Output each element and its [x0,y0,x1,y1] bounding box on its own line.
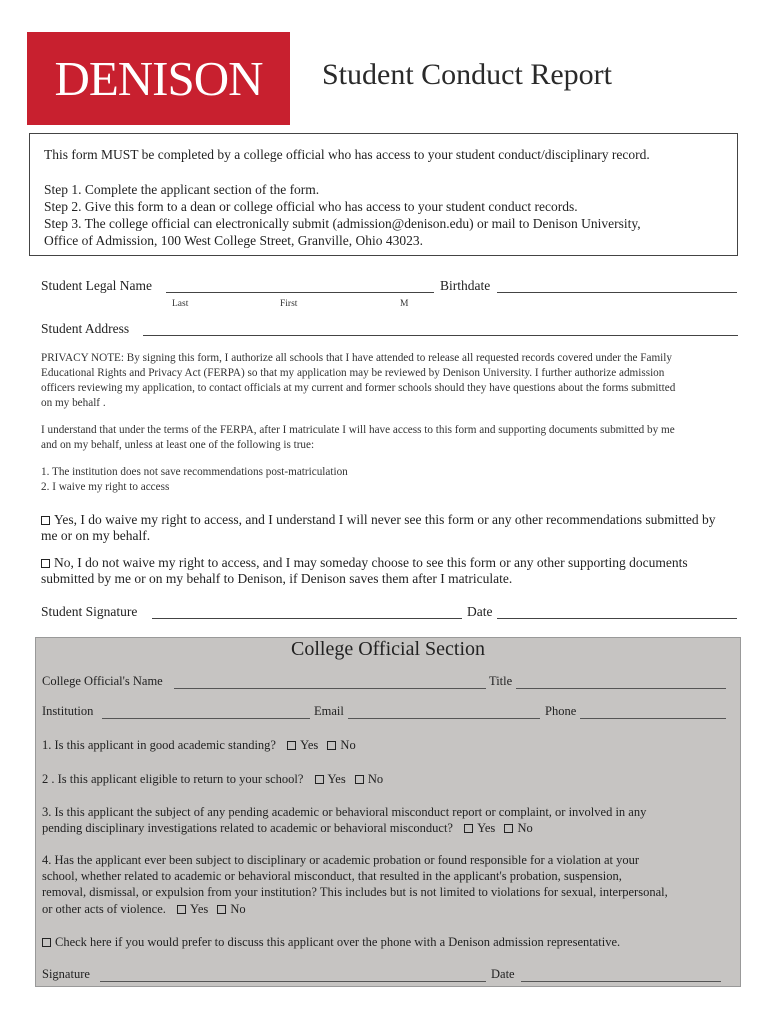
question-4-line3: removal, dismissal, or expulsion from your institution? This includes but is not limited to violations for sexual, interpersonal, [42,885,668,899]
middle-initial-sublabel: M [400,299,409,309]
official-signature-field[interactable] [100,981,486,982]
question-1 [42,738,356,753]
privacy-note-line1: PRIVACY NOTE: By signing this form, I authorize all schools that I have attended to release all requested records covered under the Family [41,352,672,364]
instructions-intro: This form MUST be completed by a college official who has access to your student conduct/disciplinary record. [44,147,650,162]
q1-no-checkbox[interactable] [327,741,336,750]
q4-yes-checkbox[interactable] [177,905,186,914]
waive-yes-option[interactable] [41,512,715,528]
official-title-field[interactable] [516,688,726,689]
waive-no-checkbox[interactable] [41,559,50,568]
privacy-note-line2: Educational Rights and Privacy Act (FERPA) so that my application may be reviewed by Denison University. I further authorize admission [41,367,665,379]
q3-no-label: No [517,821,533,835]
question-4 [42,902,246,917]
question-3-line1: 3. Is this applicant the subject of any pending academic or behavioral misconduct report or complaint, or involved in any [42,805,647,819]
official-signature-label: Signature [42,967,90,981]
waive-no-text-line2: submitted by me or on my behalf to Denison, if Denison saves them after I matriculate. [41,571,513,586]
privacy-note-line3: officers reviewing my application, to contact officials at my current and former schools should they have questions about the forms submitted [41,382,676,394]
official-name-label: College Official's Name [42,674,163,688]
question-4-text: or other acts of violence. [42,902,166,916]
question-4-line2: school, whether related to academic or behavioral misconduct, that resulted in the applicant's probation, suspension, [42,869,622,883]
ferpa-line1: I understand that under the terms of the FERPA, after I matriculate I will have access to this form and supporting documents submitted by me [41,424,675,436]
institution-field[interactable] [102,718,310,719]
ferpa-line2: and on my behalf, unless at least one of the following is true: [41,439,315,451]
last-name-sublabel: Last [172,299,189,309]
q3-yes-label: Yes [477,821,496,835]
q1-yes-checkbox[interactable] [287,741,296,750]
q4-yes-label: Yes [190,902,209,916]
q2-no-label: No [367,772,384,786]
student-legal-name-label: Student Legal Name [41,278,152,293]
official-date-field[interactable] [521,981,721,982]
page-title: Student Conduct Report [322,58,612,91]
q2-yes-label: Yes [327,772,346,786]
student-signature-field[interactable] [152,618,462,619]
q1-no-label: No [340,738,356,752]
official-title-label: Title [489,674,513,688]
instructions-step3-line2: Office of Admission, 100 West College Street, Granville, Ohio 43023. [44,233,423,248]
instructions-step1: Step 1. Complete the applicant section of the form. [44,182,320,197]
phone-preference-checkbox[interactable] [42,938,51,947]
q4-no-checkbox[interactable] [217,905,226,914]
waive-yes-text-line1: Yes, I do waive my right to access, and I understand I will never see this form or any other recommendations submitted by [54,512,716,527]
condition-2: 2. I waive my right to access [41,481,170,493]
student-signature-label: Student Signature [41,604,138,619]
q2-yes-option[interactable] [315,772,346,786]
q4-yes-option[interactable] [177,902,208,916]
student-address-label: Student Address [41,321,130,336]
privacy-note-line4: on my behalf . [41,397,106,409]
question-2-text: 2 . Is this applicant eligible to return to your school? [42,772,304,786]
q2-no-checkbox[interactable] [355,775,364,784]
institution-label: Institution [42,704,94,718]
q3-yes-checkbox[interactable] [464,824,473,833]
official-name-field[interactable] [174,688,486,689]
q3-no-checkbox[interactable] [504,824,513,833]
q3-yes-option[interactable] [464,821,495,835]
official-date-label: Date [491,967,515,981]
q4-no-option[interactable] [217,902,245,916]
q2-no-option[interactable] [355,772,383,786]
college-official-section-title: College Official Section [290,638,486,660]
waive-no-option[interactable] [41,555,688,571]
instructions-step2: Step 2. Give this form to a dean or college official who has access to your student conduct records. [44,199,578,214]
student-address-field[interactable] [143,335,738,336]
q4-no-label: No [230,902,246,916]
q2-yes-checkbox[interactable] [315,775,324,784]
condition-1: 1. The institution does not save recommendations post-matriculation [41,466,348,478]
phone-preference-text: Check here if you would prefer to discuss this applicant over the phone with a Denison admission representative. [55,935,621,949]
denison-logo: DENISON [27,32,290,125]
birthdate-field[interactable] [497,292,737,293]
birthdate-label: Birthdate [440,278,491,293]
question-1-text: 1. Is this applicant in good academic standing? [42,738,276,752]
phone-label: Phone [545,704,577,718]
first-name-sublabel: First [280,299,298,309]
email-label: Email [314,704,344,718]
q1-no-option[interactable] [327,738,355,752]
email-field[interactable] [348,718,540,719]
question-2 [42,772,383,787]
waive-yes-text-line2: me or on my behalf. [41,528,151,543]
q1-yes-label: Yes [300,738,319,752]
question-3 [42,821,533,836]
q3-no-option[interactable] [504,821,532,835]
student-legal-name-field[interactable] [166,292,434,293]
instructions-step3-line1: Step 3. The college official can electronically submit (admission@denison.edu) or mail to Denison University, [44,216,641,231]
question-3-text: pending disciplinary investigations related to academic or behavioral misconduct? [42,821,453,835]
student-date-field[interactable] [497,618,737,619]
waive-yes-checkbox[interactable] [41,516,50,525]
q1-yes-option[interactable] [287,738,318,752]
waive-no-text-line1: No, I do not waive my right to access, and I may someday choose to see this form or any other supporting documents [54,555,688,570]
phone-preference-option[interactable] [42,935,620,950]
question-4-line1: 4. Has the applicant ever been subject to disciplinary or academic probation or found responsible for a violation at your [42,853,640,867]
student-date-label: Date [467,604,493,619]
phone-field[interactable] [580,718,726,719]
